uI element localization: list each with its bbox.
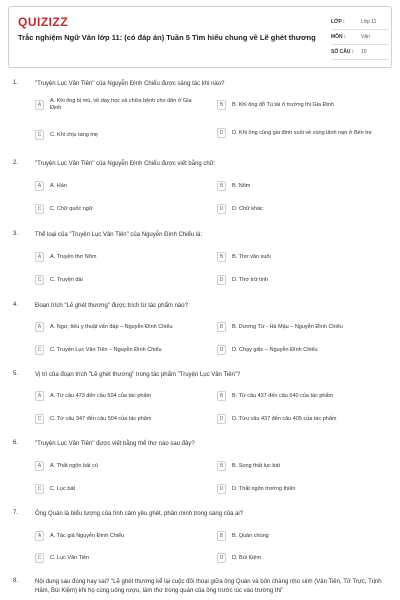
option-text: D. Chạy giặc – Nguyễn Đình Chiểu bbox=[232, 346, 318, 353]
option-a[interactable] bbox=[35, 181, 200, 191]
option-letter-d: D bbox=[217, 128, 226, 138]
option-a[interactable] bbox=[35, 391, 200, 401]
option-letter-c: C bbox=[35, 204, 44, 214]
option-letter-c: C bbox=[35, 275, 44, 285]
option-text: A. Thất ngôn bát cú bbox=[50, 462, 98, 469]
option-letter-b: B bbox=[217, 461, 226, 471]
option-letter-b: B bbox=[217, 100, 226, 110]
meta-key: MÔN : bbox=[331, 34, 346, 40]
option-letter-b: B bbox=[217, 322, 226, 332]
option-letter-b: B bbox=[217, 531, 226, 541]
option-text: A. Hán bbox=[50, 182, 67, 189]
option-letter-c: C bbox=[35, 345, 44, 355]
option-d[interactable] bbox=[217, 275, 382, 285]
option-letter-b: B bbox=[217, 181, 226, 191]
meta-row-class bbox=[331, 15, 389, 30]
meta-value: Văn bbox=[361, 34, 370, 40]
option-d[interactable] bbox=[217, 414, 382, 424]
option-text: D. Khi ông cùng gia đình xuôi về vùng lãnh nạn ở Bến tre bbox=[232, 129, 372, 136]
option-a[interactable] bbox=[35, 252, 200, 262]
option-letter-b: B bbox=[217, 391, 226, 401]
question-number: 8. bbox=[13, 578, 19, 584]
option-letter-d: D bbox=[217, 414, 226, 424]
option-text: B. Quần chúng bbox=[232, 532, 269, 539]
option-letter-d: D bbox=[217, 204, 226, 214]
option-b[interactable] bbox=[217, 461, 382, 471]
option-text: B. Thơ văn xuôi bbox=[232, 253, 271, 260]
option-letter-d: D bbox=[217, 484, 226, 494]
option-text: C. Từ câu 347 đến câu 504 của tác phẩm bbox=[50, 415, 152, 422]
question-text: Đoạn trích "Lẽ ghét thương" được trích từ tác phẩm nào? bbox=[35, 303, 188, 309]
option-text: C. Truyện dài bbox=[50, 276, 83, 283]
question-text: "Truyện Lục Vân Tiên" được viết bằng thể thơ nào sau đây? bbox=[35, 441, 195, 447]
option-letter-d: D bbox=[217, 345, 226, 355]
option-text: B. Dương Từ - Hà Mậu – Nguyễn Đình Chiểu bbox=[232, 323, 343, 330]
option-a[interactable] bbox=[35, 322, 200, 332]
option-text: B. Khi ông đỗ Tú tài ở trường thi Gia Định bbox=[232, 101, 334, 108]
option-text: C. Lục Vân Tiên bbox=[50, 554, 90, 561]
option-letter-d: D bbox=[217, 553, 226, 563]
option-text: D. Thơ trữ tình bbox=[232, 276, 269, 283]
option-text: A. Ngư, tiều y thuật vấn đáp – Nguyễn Đình Chiểu bbox=[50, 323, 173, 330]
option-letter-a: A bbox=[35, 461, 44, 471]
option-d[interactable] bbox=[217, 345, 382, 355]
option-text: D. Từu câu 437 đến câu 405 của tác phẩm bbox=[232, 415, 337, 422]
option-d[interactable] bbox=[217, 484, 382, 494]
option-text: C. Truyện Lục Vân Tiên – Nguyễn Đình Chiểu bbox=[50, 346, 162, 353]
option-b[interactable] bbox=[217, 322, 387, 332]
option-c[interactable] bbox=[35, 553, 200, 563]
option-letter-a: A bbox=[35, 100, 44, 110]
option-letter-c: C bbox=[35, 553, 44, 563]
option-text: C. Khi chịu tang mẹ bbox=[50, 131, 98, 138]
question-number: 3. bbox=[13, 231, 19, 237]
option-letter-a: A bbox=[35, 531, 44, 541]
option-b[interactable] bbox=[217, 391, 382, 401]
meta-value: 10 bbox=[361, 49, 367, 55]
question-number: 1. bbox=[13, 80, 19, 86]
option-letter-c: C bbox=[35, 130, 44, 140]
option-letter-c: C bbox=[35, 414, 44, 424]
option-letter-a: A bbox=[35, 322, 44, 332]
option-c[interactable] bbox=[35, 414, 200, 424]
option-b[interactable] bbox=[217, 252, 382, 262]
meta-key: SỐ CÂU : bbox=[331, 49, 354, 55]
option-text: D. Thất ngôn trường thiên bbox=[232, 485, 296, 492]
option-letter-a: A bbox=[35, 391, 44, 401]
option-text: A. Từ câu 473 đến câu 504 của tác phẩm bbox=[50, 392, 152, 399]
question-text: "Truyện Lục Vân Tiên" của Nguyễn Đình Chiểu được sáng tác khi nào? bbox=[35, 81, 225, 87]
option-d[interactable] bbox=[217, 204, 382, 214]
meta-row-count bbox=[331, 45, 389, 60]
option-letter-c: C bbox=[35, 484, 44, 494]
option-c[interactable] bbox=[35, 204, 200, 214]
option-text: A. Khi ông bị mù, về dạy học và chữa bệnh cho dân ở Gia Định bbox=[50, 98, 192, 111]
option-b[interactable] bbox=[217, 181, 382, 191]
option-c[interactable] bbox=[35, 130, 200, 140]
option-letter-a: A bbox=[35, 252, 44, 262]
option-b[interactable] bbox=[217, 531, 382, 541]
option-a[interactable] bbox=[35, 531, 200, 541]
question-text: Vị trí của đoạn trích "Lẽ ghét thương" trong tác phẩm "Truyện Lục Vân Tiên"? bbox=[35, 372, 241, 378]
question-number: 6. bbox=[13, 440, 19, 446]
question-text: Ông Quán là biểu tượng của tình cảm yêu ghét, phân minh trong sáng của ai? bbox=[35, 511, 244, 517]
option-c[interactable] bbox=[35, 275, 200, 285]
option-letter-a: A bbox=[35, 181, 44, 191]
quizizz-logo: QUIZIZZ bbox=[18, 15, 69, 29]
question-number: 2. bbox=[13, 160, 19, 166]
option-d[interactable] bbox=[217, 128, 387, 138]
option-text: A. Truyện thơ Nôm bbox=[50, 253, 97, 260]
quiz-header bbox=[8, 6, 392, 68]
option-text: B. Nôm bbox=[232, 182, 251, 189]
question-number: 4. bbox=[13, 302, 19, 308]
option-text: C. Lục bát bbox=[50, 485, 76, 492]
option-a[interactable] bbox=[35, 461, 200, 471]
question-text: Thể loại của "Truyện Lục Vân Tiên" của Nguyễn Đình Chiểu là: bbox=[35, 232, 203, 238]
option-c[interactable] bbox=[35, 484, 200, 494]
option-text: B. Từ câu 437 đến câu 540 của tác phẩm bbox=[232, 392, 334, 399]
option-text: C. Chữ quốc ngữ bbox=[50, 205, 93, 212]
option-b[interactable] bbox=[217, 100, 387, 110]
meta-row-subject bbox=[331, 30, 389, 45]
meta-value: Lớp 11 bbox=[361, 19, 377, 25]
option-text: D. Chữ khác bbox=[232, 205, 263, 212]
option-a[interactable] bbox=[35, 98, 200, 112]
option-text: D. Bùi Kiệm bbox=[232, 554, 262, 561]
option-letter-d: D bbox=[217, 275, 226, 285]
option-text: B. Song thất lục bát bbox=[232, 462, 281, 469]
page-title: Trắc nghiệm Ngữ Văn lớp 11: (có đáp án) Tuần 5 Tìm hiểu chung về Lẽ ghét thương bbox=[18, 33, 316, 42]
question-text: "Truyện Lục Vân Tiên" của Nguyễn Đình Chiểu được viết bằng chữ: bbox=[35, 161, 216, 167]
option-c[interactable] bbox=[35, 345, 200, 355]
question-text: Nội dung sau đúng hay sai? "Lẽ ghét thương kể lại cuộc đối thoại giữa ông Quán và bốn chàng nho sinh (Vân Tiên, Tử Trực, Trịnh Hâm, Bùi Kiệm) khi họ cùng uống rượu, làm thơ trong quán của ông trước lúc vào trường thi" bbox=[35, 579, 382, 594]
quiz-meta bbox=[331, 15, 389, 60]
option-d[interactable] bbox=[217, 553, 382, 563]
option-text: A. Tác giả Nguyễn Đình Chiểu bbox=[50, 532, 125, 539]
question-number: 7. bbox=[13, 510, 19, 516]
question-number: 5. bbox=[13, 371, 19, 377]
meta-key: LỚP : bbox=[331, 19, 345, 25]
option-letter-b: B bbox=[217, 252, 226, 262]
